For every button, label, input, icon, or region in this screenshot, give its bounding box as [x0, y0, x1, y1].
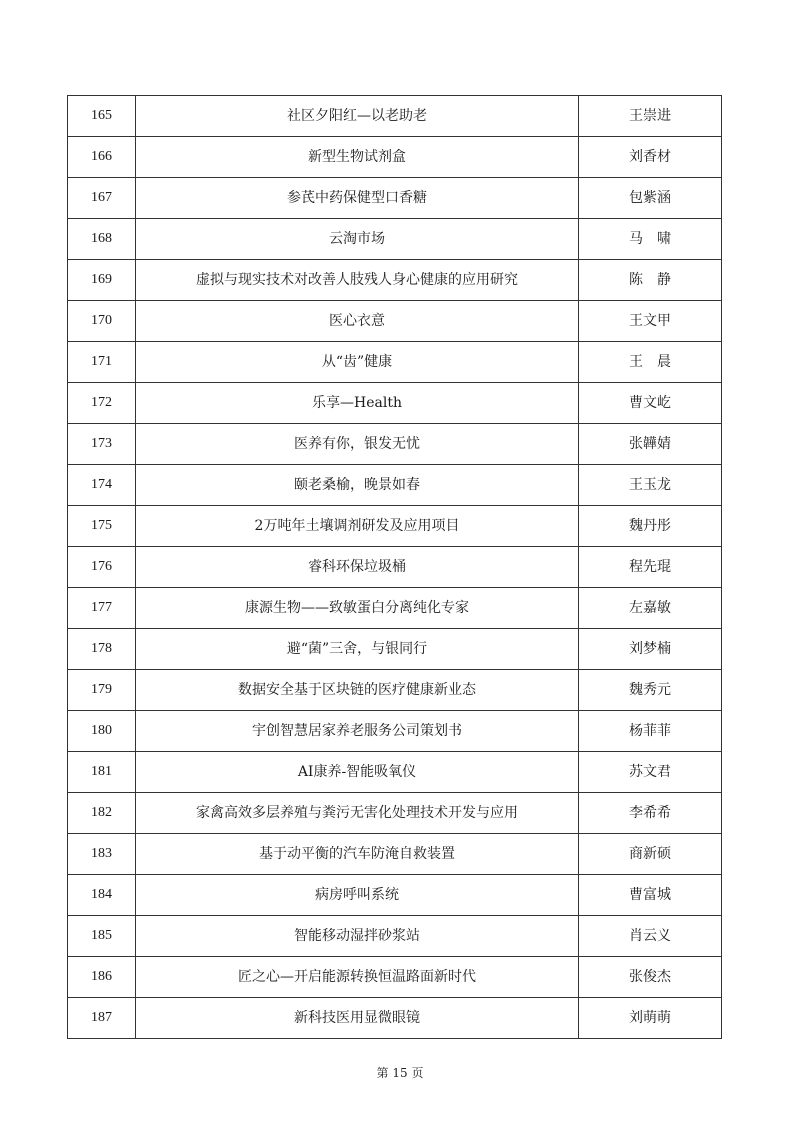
table-row	[68, 875, 722, 916]
row-number: 180	[68, 711, 136, 752]
table-row	[68, 629, 722, 670]
table-row	[68, 219, 722, 260]
table-row	[68, 301, 722, 342]
row-number: 178	[68, 629, 136, 670]
row-number: 171	[68, 342, 136, 383]
row-number: 177	[68, 588, 136, 629]
table-row	[68, 178, 722, 219]
table-row	[68, 711, 722, 752]
table-row	[68, 137, 722, 178]
row-number: 172	[68, 383, 136, 424]
project-title: 2万吨年土壤调剂研发及应用项目	[136, 506, 579, 547]
row-number: 184	[68, 875, 136, 916]
project-title: 基于动平衡的汽车防淹自救装置	[136, 834, 579, 875]
row-number: 165	[68, 96, 136, 137]
table-row	[68, 96, 722, 137]
person-name: 张俊杰	[579, 957, 722, 998]
person-name: 马 啸	[579, 219, 722, 260]
project-title: 家禽高效多层养殖与粪污无害化处理技术开发与应用	[136, 793, 579, 834]
table-row	[68, 793, 722, 834]
person-name: 陈 静	[579, 260, 722, 301]
row-number: 166	[68, 137, 136, 178]
project-title: 匠之心—开启能源转换恒温路面新时代	[136, 957, 579, 998]
table-row	[68, 424, 722, 465]
person-name: 刘香材	[579, 137, 722, 178]
person-name: 杨菲菲	[579, 711, 722, 752]
person-name: 肖云义	[579, 916, 722, 957]
page-number: 第 15 页	[376, 1066, 424, 1080]
person-name: 苏文君	[579, 752, 722, 793]
table-row	[68, 670, 722, 711]
person-name: 刘萌萌	[579, 998, 722, 1039]
table-row	[68, 998, 722, 1039]
row-number: 175	[68, 506, 136, 547]
person-name: 李希希	[579, 793, 722, 834]
person-name: 王玉龙	[579, 465, 722, 506]
row-number: 185	[68, 916, 136, 957]
table-row	[68, 547, 722, 588]
person-name: 程先琨	[579, 547, 722, 588]
project-title: 乐享—Health	[136, 383, 579, 424]
row-number: 169	[68, 260, 136, 301]
row-number: 167	[68, 178, 136, 219]
table-row	[68, 383, 722, 424]
table-row	[68, 342, 722, 383]
project-title: 避“菌”三舍，与银同行	[136, 629, 579, 670]
person-name: 王崇进	[579, 96, 722, 137]
project-table	[67, 95, 722, 1039]
row-number: 176	[68, 547, 136, 588]
project-title: 睿科环保垃圾桶	[136, 547, 579, 588]
row-number: 187	[68, 998, 136, 1039]
row-number: 186	[68, 957, 136, 998]
row-number: 183	[68, 834, 136, 875]
project-title: 新型生物试剂盒	[136, 137, 579, 178]
row-number: 174	[68, 465, 136, 506]
person-name: 王文甲	[579, 301, 722, 342]
row-number: 182	[68, 793, 136, 834]
row-number: 181	[68, 752, 136, 793]
table-row	[68, 588, 722, 629]
project-title: 医养有你，银发无忧	[136, 424, 579, 465]
row-number: 173	[68, 424, 136, 465]
project-title: 医心衣意	[136, 301, 579, 342]
row-number: 179	[68, 670, 136, 711]
person-name: 商新硕	[579, 834, 722, 875]
project-title: 智能移动湿拌砂浆站	[136, 916, 579, 957]
project-title: 从“齿”健康	[136, 342, 579, 383]
table-row	[68, 916, 722, 957]
person-name: 包紫涵	[579, 178, 722, 219]
project-title: 云淘市场	[136, 219, 579, 260]
table-row	[68, 752, 722, 793]
row-number: 170	[68, 301, 136, 342]
person-name: 曹富城	[579, 875, 722, 916]
person-name: 魏丹彤	[579, 506, 722, 547]
project-table-body	[68, 96, 722, 1039]
project-title: 病房呼叫系统	[136, 875, 579, 916]
project-title: 数据安全基于区块链的医疗健康新业态	[136, 670, 579, 711]
person-name: 张韡婧	[579, 424, 722, 465]
table-row	[68, 465, 722, 506]
project-title: 社区夕阳红—以老助老	[136, 96, 579, 137]
person-name: 魏秀元	[579, 670, 722, 711]
project-title: 康源生物——致敏蛋白分离纯化专家	[136, 588, 579, 629]
table-row	[68, 260, 722, 301]
person-name: 左嘉敏	[579, 588, 722, 629]
table-row	[68, 506, 722, 547]
person-name: 王 晨	[579, 342, 722, 383]
person-name: 刘梦楠	[579, 629, 722, 670]
project-title: 颐老桑榆，晚景如春	[136, 465, 579, 506]
project-title: 宇创智慧居家养老服务公司策划书	[136, 711, 579, 752]
table-row	[68, 957, 722, 998]
row-number: 168	[68, 219, 136, 260]
project-title: 参芪中药保健型口香糖	[136, 178, 579, 219]
table-row	[68, 834, 722, 875]
project-title: AI康养-智能吸氧仪	[136, 752, 579, 793]
person-name: 曹文屹	[579, 383, 722, 424]
project-title: 新科技医用显微眼镜	[136, 998, 579, 1039]
project-title: 虚拟与现实技术对改善人肢残人身心健康的应用研究	[136, 260, 579, 301]
